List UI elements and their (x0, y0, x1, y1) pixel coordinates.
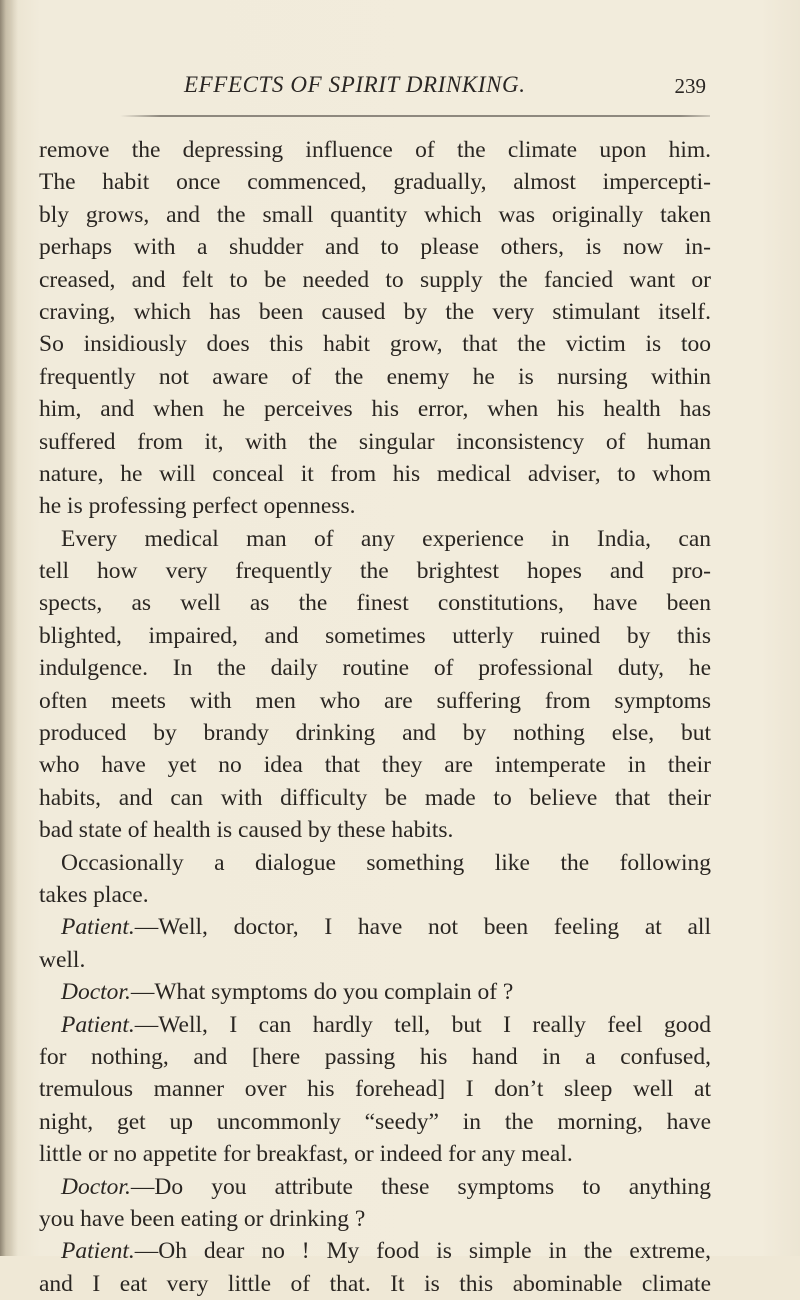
text-line (39, 782, 711, 814)
page-number: 239 (674, 74, 706, 98)
line-text: spects, as well as the finest constitutions, have been (39, 590, 711, 617)
line-text: nature, he will conceal it from his medical adviser, to whom (39, 460, 711, 487)
line-text: habits, and can with difficulty be made to believe that their (39, 784, 711, 811)
line-text: remove the depressing influence of the climate upon him. (39, 137, 711, 163)
text-line (39, 652, 711, 684)
line-text: —What symptoms do you complain of ? (130, 979, 514, 1006)
speaker-name: Doctor. (61, 1173, 131, 1200)
text-line (39, 1041, 711, 1073)
line-text: —Well, doctor, I have not been feeling at all (134, 914, 711, 941)
line-text: bly grows, and the small quantity which was originally taken (39, 201, 711, 228)
line-text: tremulous manner over his forehead] I don’t sleep well at (39, 1076, 711, 1103)
text-line (39, 685, 711, 717)
line-text: perhaps with a shudder and to please others, is now in- (39, 234, 711, 261)
dialogue-line (39, 1171, 711, 1203)
speaker-name: Doctor. (61, 979, 131, 1006)
line-text: frequently not aware of the enemy he is nursing within (39, 363, 711, 390)
text-line (39, 587, 711, 619)
text-line (39, 231, 711, 263)
line-text: bad state of health is caused by these habits. (39, 817, 454, 844)
line-text: often meets with men who are suffering from symptoms (39, 687, 711, 714)
text-line (39, 328, 711, 360)
line-text: for nothing, and [here passing his hand in a confused, (39, 1043, 711, 1070)
text-line (39, 426, 711, 458)
text-line (39, 166, 711, 198)
text-line (39, 879, 711, 911)
line-text: blighted, impaired, and sometimes utterly ruined by this (39, 622, 711, 649)
text-line (39, 490, 711, 522)
text-line (39, 134, 711, 166)
line-text: creased, and felt to be needed to supply the fancied want or (39, 266, 711, 293)
line-text: produced by brandy drinking and by nothing else, but (39, 720, 711, 747)
dialogue-line (39, 911, 711, 943)
text-line (39, 1203, 711, 1235)
text-line (39, 1073, 711, 1105)
text-line (39, 361, 711, 393)
text-line (39, 296, 711, 328)
dialogue-line (39, 1235, 711, 1267)
line-text: Occasionally a dialogue something like the following (61, 849, 711, 876)
speaker-name: Patient. (61, 1011, 135, 1038)
line-text: The habit once commenced, gradually, almost impercepti- (39, 169, 711, 196)
line-text: him, and when he perceives his error, when his health has (39, 396, 711, 423)
running-title: EFFECTS OF SPIRIT DRINKING. (184, 72, 526, 97)
line-text: suffered from it, with the singular inconsistency of human (39, 428, 711, 455)
line-text: —Do you attribute these symptoms to anything (130, 1173, 711, 1200)
text-line (39, 199, 711, 231)
text-line (39, 717, 711, 749)
text-line (39, 814, 711, 846)
line-text: takes place. (39, 881, 149, 908)
line-text: you have been eating or drinking ? (39, 1205, 366, 1232)
text-line (39, 1138, 711, 1170)
text-line (39, 523, 711, 555)
text-line (39, 749, 711, 781)
line-text: tell how very frequently the brightest hopes and pro- (39, 558, 711, 585)
line-text: —Well, I can hardly tell, but I really feel good (134, 1011, 711, 1038)
text-line (39, 620, 711, 652)
line-text: So insidiously does this habit grow, that the victim is too (39, 331, 711, 358)
page-header (184, 72, 714, 106)
speaker-name: Patient. (61, 914, 135, 941)
text-line (39, 944, 711, 976)
dialogue-line (39, 1009, 711, 1041)
line-text: little or no appetite for breakfast, or indeed for any meal. (39, 1141, 573, 1168)
line-text: night, get up uncommonly “seedy” in the morning, have (39, 1108, 711, 1135)
body-text (39, 134, 711, 1300)
text-line (39, 1106, 711, 1138)
line-text: and I eat very little of that. It is this abominable climate (39, 1270, 711, 1297)
line-text: he is professing perfect openness. (39, 493, 356, 520)
line-text: who have yet no idea that they are intemperate in their (39, 752, 711, 779)
text-line (39, 555, 711, 587)
line-text: well. (39, 946, 86, 973)
text-line (39, 1268, 711, 1300)
dialogue-line (39, 976, 711, 1008)
text-line (39, 458, 711, 490)
text-line (39, 264, 711, 296)
line-text: Every medical man of any experience in India, can (61, 525, 711, 552)
line-text: indulgence. In the daily routine of professional duty, he (39, 655, 711, 682)
line-text: —Oh dear no ! My food is simple in the extreme, (134, 1238, 711, 1265)
binding-shadow (0, 0, 18, 1256)
header-rule (120, 115, 710, 117)
text-line (39, 393, 711, 425)
speaker-name: Patient. (61, 1238, 135, 1265)
line-text: craving, which has been caused by the very stimulant itself. (39, 298, 711, 325)
text-line (39, 847, 711, 879)
